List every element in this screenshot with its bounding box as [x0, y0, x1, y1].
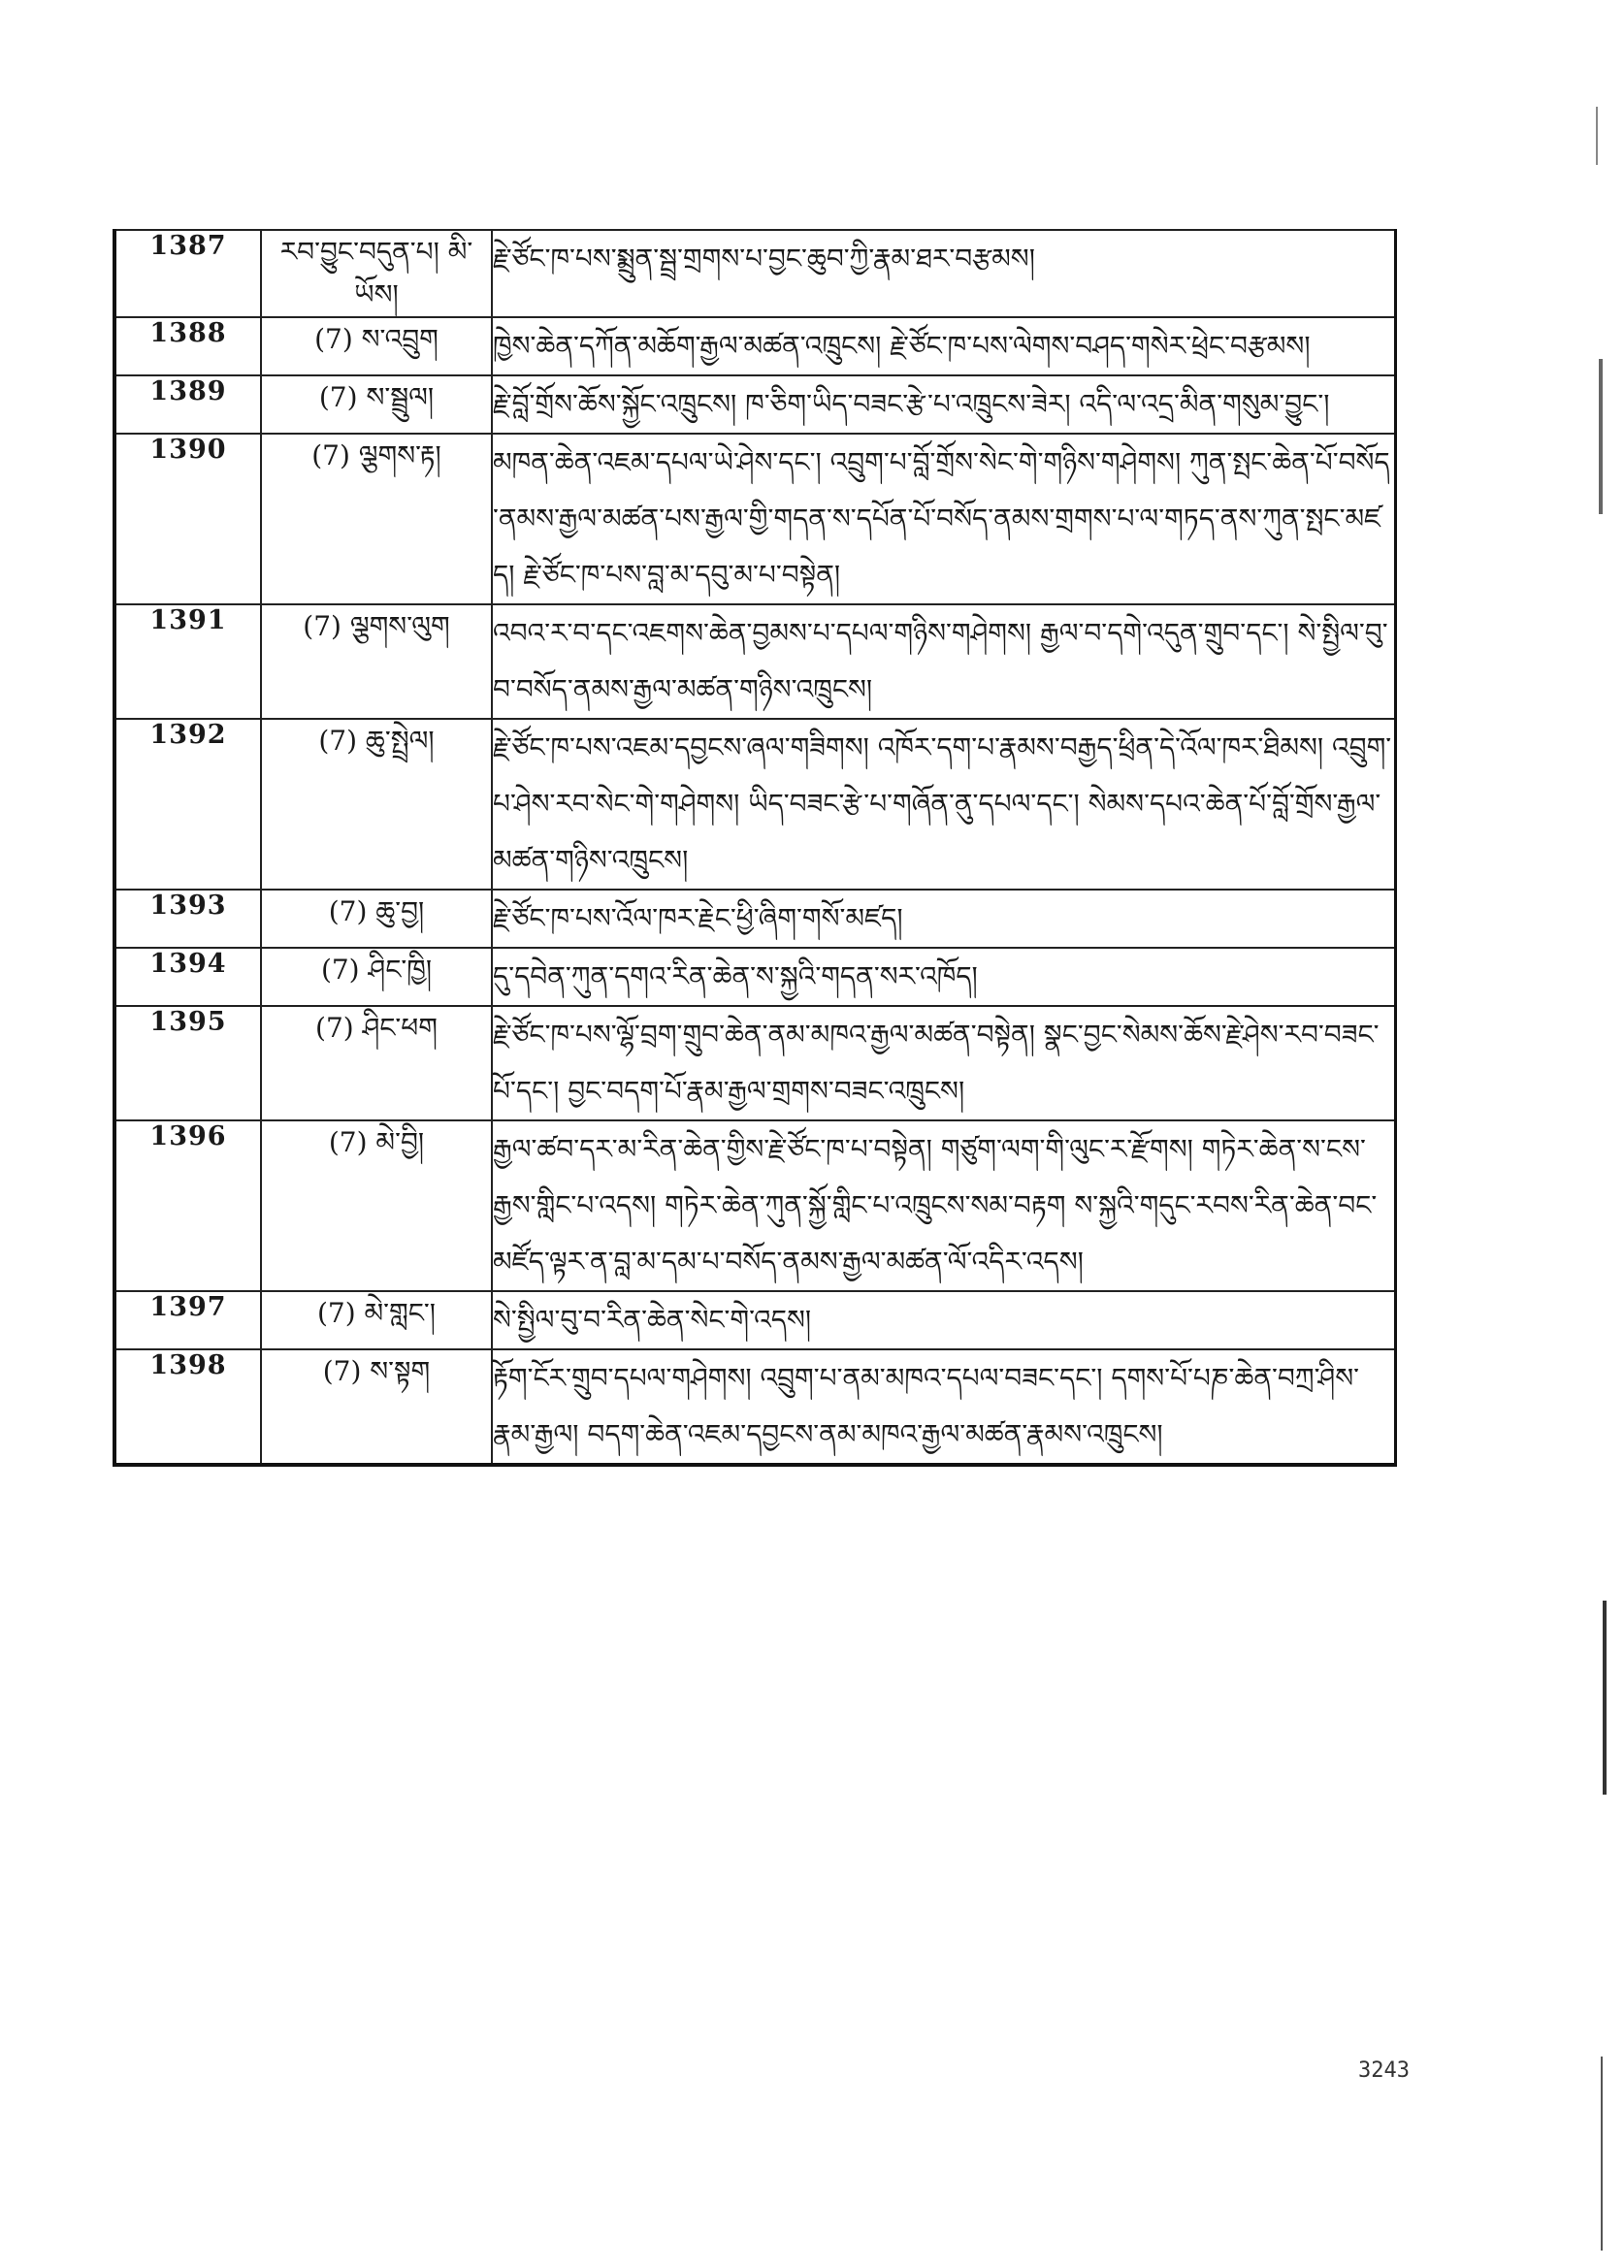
year-number: 1395 [114, 1006, 261, 1120]
event-description: རྗེ་ཙོང་ཁ་པས་འོལ་ཁར་རྗེང་ཕྱི་ཞིག་གསོ་མཛད། [492, 890, 1396, 948]
table-row [114, 719, 1396, 890]
table-row [114, 1006, 1396, 1120]
table-row [114, 375, 1396, 434]
year-number: 1388 [114, 317, 261, 375]
table-row [114, 890, 1396, 948]
year-number: 1392 [114, 719, 261, 890]
year-number: 1391 [114, 604, 261, 719]
year-name: (7) ས་སྦྲུལ། [261, 375, 492, 434]
table-row [114, 1349, 1396, 1465]
year-name: རབ་བྱུང་བདུན་པ། མི་ཡོས། [261, 230, 492, 317]
table-row [114, 1120, 1396, 1291]
table-row [114, 948, 1396, 1006]
page-number: 3243 [1358, 2058, 1410, 2083]
year-name: (7) ཤིང་ཕག [261, 1006, 492, 1120]
year-name: (7) མེ་གླང་། [261, 1291, 492, 1349]
event-description: ཁྱེས་ཆེན་དཀོན་མཆོག་རྒྱལ་མཚན་འཁྲུངས། རྗེ་ཙོང་ཁ་པས་ལེགས་བཤད་གསེར་ཕྲེང་བརྩམས། [492, 317, 1396, 375]
event-description: རྗེ་ཙོང་ཁ་པས་འཇམ་དབྱངས་ཞལ་གཟིགས། འཁོར་དག་པ་རྣམས་བརྒྱད་ཕྲིན་དེ་འོལ་ཁར་ཐིམས། འབྲུག་པ་ཤེས་རབ་སེང་གེ་གཤེགས། ཡིད་བཟང་རྩེ་པ་གཞོན་ནུ་དཔལ་དང་། སེམས་དཔའ་ཆེན་པོ་བློ་གྲོས་རྒྱལ་མཚན་གཉིས་འཁྲུངས། [492, 719, 1396, 890]
year-number: 1390 [114, 434, 261, 604]
year-name: (7) ས་འབྲུག [261, 317, 492, 375]
year-number: 1393 [114, 890, 261, 948]
year-name: (7) ཤིང་ཁྱི། [261, 948, 492, 1006]
event-description: སེ་སྤྱིལ་བུ་བ་རིན་ཆེན་སེང་གེ་འདས། [492, 1291, 1396, 1349]
year-number: 1397 [114, 1291, 261, 1349]
year-name: (7) ཆུ་བྱ། [261, 890, 492, 948]
year-number: 1394 [114, 948, 261, 1006]
scan-margin-mark [1601, 2057, 1603, 2251]
event-description: རྗེ་བློ་གྲོས་ཆོས་སྐྱོང་འཁྲུངས། ཁ་ཅིག་ཡིད་བཟང་རྩེ་པ་འཁྲུངས་ཟེར། འདི་ལ་འདྲ་མིན་གསུམ་བྱུང་། [492, 375, 1396, 434]
year-number: 1387 [114, 230, 261, 317]
chronology-table [113, 229, 1397, 1467]
year-number: 1398 [114, 1349, 261, 1465]
year-name: (7) ལྕགས་ལུག [261, 604, 492, 719]
year-number: 1389 [114, 375, 261, 434]
year-name: (7) ཆུ་སྤྲེལ། [261, 719, 492, 890]
year-name: (7) ལྕགས་རྟ། [261, 434, 492, 604]
table-row [114, 434, 1396, 604]
event-description: རྗེ་ཙོང་ཁ་པས་སྨྲུན་སྦྲ་གྲགས་པ་བྱང་ཆུབ་ཀྱི་རྣམ་ཐར་བརྩམས། [492, 230, 1396, 317]
table-row [114, 230, 1396, 317]
scan-margin-mark [1599, 359, 1603, 514]
year-name: (7) མེ་བྱི། [261, 1120, 492, 1291]
year-name: (7) ས་སྟག [261, 1349, 492, 1465]
event-description: རྒྱལ་ཚབ་དར་མ་རིན་ཆེན་གྱིས་རྗེ་ཙོང་ཁ་པ་བསྟེན། གཙུག་ལག་གི་ལུང་ར་རྫོགས། གཏེར་ཆེན་ས་ངས་རྒྱས་གླིང་པ་འདས། གཏེར་ཆེན་ཀུན་སྐྱོ་གླིང་པ་འཁྲུངས་སམ་བརྟག ས་སྐྱའི་གདུང་རབས་རིན་ཆེན་བང་མཛོད་ལྟར་ན་བླ་མ་དམ་པ་བསོད་ནམས་རྒྱལ་མཚན་ལོ་འདིར་འདས། [492, 1120, 1396, 1291]
table-row [114, 1291, 1396, 1349]
table-row [114, 604, 1396, 719]
year-number: 1396 [114, 1120, 261, 1291]
event-description: མཁན་ཆེན་འཇམ་དཔལ་ཡེ་ཤེས་དང་། འབྲུག་པ་བློ་གྲོས་སེང་གེ་གཉིས་གཤེགས། ཀུན་སྤང་ཆེན་པོ་བསོད་ནམས་རྒྱལ་མཚན་པས་རྒྱལ་གྱི་གདན་ས་དཔོན་པོ་བསོད་ནམས་གྲགས་པ་ལ་གཏད་ནས་ཀུན་སྤང་མཛད། རྗེ་ཙོང་ཁ་པས་བླ་མ་དབུ་མ་པ་བསྟེན། [492, 434, 1396, 604]
event-description: རྟོག་ངོར་གྲུབ་དཔལ་གཤེགས། འབྲུག་པ་ནམ་མཁའ་དཔལ་བཟང་དང་། དགས་པོ་པཎ་ཆེན་བཀྲ་ཤིས་རྣམ་རྒྱལ། བདག་ཆེན་འཇམ་དབྱངས་ནམ་མཁའ་རྒྱལ་མཚན་རྣམས་འཁྲུངས། [492, 1349, 1396, 1465]
table-row [114, 317, 1396, 375]
event-description: འབའ་ར་བ་དང་འཇགས་ཆེན་བྱམས་པ་དཔལ་གཉིས་གཤེགས། རྒྱལ་བ་དགེ་འདུན་གྲུབ་དང་། སེ་སྤྱིལ་བུ་བ་བསོད་ནམས་རྒྱལ་མཚན་གཉིས་འཁྲུངས། [492, 604, 1396, 719]
scan-margin-mark [1596, 107, 1598, 165]
scan-margin-mark [1603, 1601, 1607, 1795]
event-description: རྗེ་ཙོང་ཁ་པས་ལྷོ་བྲག་གྲུབ་ཆེན་ནམ་མཁའ་རྒྱལ་མཚན་བསྟེན། སྣང་བྱང་སེམས་ཆོས་རྗེ་ཤེས་རབ་བཟང་པོ་དང་། བྱང་བདག་པོ་རྣམ་རྒྱལ་གྲགས་བཟང་འཁྲུངས། [492, 1006, 1396, 1120]
event-description: དུ་དབེན་ཀུན་དགའ་རིན་ཆེན་ས་སྐྱའི་གདན་སར་འཁོད། [492, 948, 1396, 1006]
